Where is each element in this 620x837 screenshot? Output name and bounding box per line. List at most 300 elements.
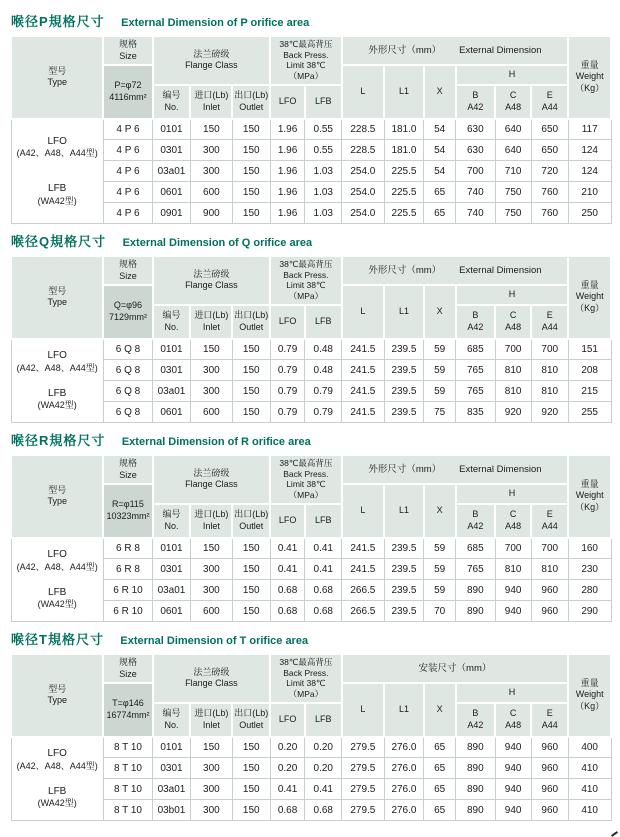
label-line: A42 bbox=[467, 520, 484, 531]
cell-x: 65 bbox=[424, 800, 456, 821]
header-weight bbox=[568, 654, 611, 737]
cell-lfb: 0.68 bbox=[305, 580, 342, 601]
label-line: （Kg） bbox=[575, 502, 605, 513]
cell-lfb: 0.79 bbox=[305, 402, 342, 423]
cell-lfb: 0.55 bbox=[305, 140, 342, 161]
label-line: External Dimension bbox=[459, 463, 542, 475]
header-row-1 bbox=[11, 455, 611, 484]
cell-h-e: 960 bbox=[531, 580, 568, 601]
cell-lfb: 0.20 bbox=[305, 758, 342, 779]
cell-x: 65 bbox=[424, 779, 456, 800]
cell-x: 75 bbox=[424, 402, 456, 423]
cell-h-e: 920 bbox=[531, 402, 568, 423]
header-row-1 bbox=[11, 256, 611, 285]
header-back-pressure bbox=[270, 36, 341, 85]
header-back-pressure bbox=[270, 256, 341, 305]
header-col-b bbox=[456, 504, 496, 538]
cell-l1: 276.0 bbox=[384, 758, 424, 779]
section-title-en: External Dimension of Q orifice area bbox=[122, 237, 313, 249]
cell-h-c: 940 bbox=[495, 580, 531, 601]
label-line: 编号 bbox=[162, 309, 181, 320]
cell-x: 54 bbox=[424, 119, 456, 140]
cell-weight: 290 bbox=[568, 601, 611, 622]
cell-l: 228.5 bbox=[342, 140, 385, 161]
label-line: A42 bbox=[467, 321, 484, 332]
cell-outlet: 150 bbox=[232, 758, 270, 779]
label-line: B bbox=[472, 309, 479, 320]
cell-outlet: 150 bbox=[232, 203, 270, 224]
cell-weight: 124 bbox=[568, 140, 611, 161]
label-line: T=φ146 bbox=[112, 698, 144, 709]
section-title bbox=[11, 430, 612, 450]
spec-table-r bbox=[10, 454, 612, 622]
cell-h-b: 765 bbox=[456, 360, 496, 381]
header-lfo bbox=[270, 504, 305, 538]
cell-l: 241.5 bbox=[342, 339, 385, 360]
label-line: Weight bbox=[575, 689, 604, 700]
cell-h-c: 940 bbox=[495, 800, 531, 821]
cell-outlet: 150 bbox=[232, 140, 270, 161]
label-line: LFO bbox=[47, 748, 67, 760]
header-dimension-group bbox=[342, 654, 569, 683]
spec-table-q bbox=[10, 255, 612, 423]
label-line: B bbox=[472, 707, 479, 718]
label-line: (WA42型) bbox=[37, 400, 77, 410]
cell-x: 54 bbox=[424, 161, 456, 182]
label-line: 16774mm² bbox=[106, 709, 150, 720]
cell-h-b: 890 bbox=[456, 779, 496, 800]
label-line: Outlet bbox=[239, 321, 264, 332]
label-line: 38℃最高背压 bbox=[279, 259, 333, 269]
cell-h-b: 835 bbox=[456, 402, 496, 423]
label-line: A48 bbox=[505, 101, 522, 112]
header-lfb bbox=[305, 703, 342, 737]
cell-l1: 239.5 bbox=[384, 381, 424, 402]
cell-h-b: 740 bbox=[456, 203, 496, 224]
label-line: Flange Class bbox=[185, 60, 238, 71]
cell-lfb: 0.41 bbox=[305, 779, 342, 800]
label-line: （MPa） bbox=[288, 290, 324, 301]
label-line: H bbox=[508, 69, 516, 80]
cell-size-code: 6 R 8 bbox=[103, 559, 152, 580]
cell-inlet: 300 bbox=[190, 140, 232, 161]
header-flange-class bbox=[153, 256, 271, 305]
label-line: 重量 bbox=[580, 279, 599, 290]
cell-outlet: 150 bbox=[232, 559, 270, 580]
label-line: 型号 bbox=[48, 285, 67, 296]
cell-lfb: 0.41 bbox=[305, 538, 342, 559]
label-line: X bbox=[436, 704, 443, 715]
type-cell-content bbox=[12, 120, 103, 224]
type-cell bbox=[11, 737, 103, 821]
header-weight bbox=[568, 36, 611, 119]
header-size bbox=[103, 256, 152, 285]
label-line: 规格 bbox=[118, 657, 137, 667]
type-cell bbox=[11, 339, 103, 423]
header-row-1 bbox=[11, 36, 611, 65]
header-lfb bbox=[305, 85, 342, 119]
cell-h-e: 650 bbox=[531, 140, 568, 161]
cell-l1: 225.5 bbox=[384, 182, 424, 203]
cell-lfo: 0.79 bbox=[270, 339, 305, 360]
header-l1 bbox=[384, 484, 424, 537]
label-line: 重量 bbox=[580, 478, 599, 489]
cell-l: 241.5 bbox=[342, 559, 385, 580]
header-col-c bbox=[495, 703, 531, 737]
section-orifice-r bbox=[10, 430, 612, 622]
cell-weight: 117 bbox=[568, 119, 611, 140]
cell-h-e: 960 bbox=[531, 800, 568, 821]
label-line: H bbox=[508, 687, 516, 698]
cell-lfb: 1.03 bbox=[305, 182, 342, 203]
table-mount-r bbox=[10, 454, 612, 622]
label-line: 编号 bbox=[162, 508, 181, 519]
label-line: 38℃最高背压 bbox=[279, 657, 333, 667]
cell-h-e: 960 bbox=[531, 779, 568, 800]
label-line: L1 bbox=[398, 306, 409, 317]
label-line: No. bbox=[164, 101, 179, 112]
cell-x: 59 bbox=[424, 580, 456, 601]
cell-l1: 225.5 bbox=[384, 161, 424, 182]
label-line: L1 bbox=[398, 86, 409, 97]
cell-l: 241.5 bbox=[342, 360, 385, 381]
cell-h-c: 940 bbox=[495, 779, 531, 800]
header-x bbox=[424, 683, 456, 736]
cell-no: 0101 bbox=[153, 737, 191, 758]
header-l bbox=[342, 484, 385, 537]
label-line: Weight bbox=[575, 490, 604, 501]
header-lfo bbox=[270, 85, 305, 119]
label-line: A48 bbox=[505, 719, 522, 730]
cell-size-code: 6 Q 8 bbox=[103, 381, 152, 402]
cell-no: 0601 bbox=[153, 402, 191, 423]
label-line: LFB bbox=[48, 785, 67, 797]
header-size-value bbox=[103, 285, 152, 338]
cell-inlet: 300 bbox=[190, 580, 232, 601]
label-line: 法兰磅级 bbox=[193, 268, 230, 279]
label-line: Size bbox=[119, 469, 137, 480]
header-l bbox=[342, 285, 385, 338]
cell-lfo: 0.68 bbox=[270, 580, 305, 601]
label-line: Limit 38℃ bbox=[286, 60, 326, 71]
cell-l1: 276.0 bbox=[384, 800, 424, 821]
header-no bbox=[153, 85, 191, 119]
label-line: LFB bbox=[315, 713, 332, 724]
cell-x: 59 bbox=[424, 559, 456, 580]
section-title-zh: 喉径R規格尺寸 bbox=[11, 433, 106, 448]
table-mount-q bbox=[10, 255, 612, 423]
label-line: (A42、A48、A44型) bbox=[16, 148, 98, 158]
label-line: 外形尺寸（mm） bbox=[368, 44, 442, 56]
cell-no: 03a01 bbox=[153, 161, 191, 182]
header-size bbox=[103, 36, 152, 65]
cell-inlet: 150 bbox=[190, 339, 232, 360]
header-h bbox=[456, 484, 569, 503]
cell-inlet: 300 bbox=[190, 360, 232, 381]
section-title bbox=[11, 231, 612, 251]
header-lfo bbox=[270, 703, 305, 737]
cell-size-code: 4 P 6 bbox=[103, 182, 152, 203]
cell-x: 65 bbox=[424, 203, 456, 224]
cell-inlet: 150 bbox=[190, 538, 232, 559]
cell-size-code: 6 Q 8 bbox=[103, 339, 152, 360]
cell-outlet: 150 bbox=[232, 800, 270, 821]
cell-lfo: 1.96 bbox=[270, 182, 305, 203]
section-title bbox=[11, 629, 612, 649]
cell-h-b: 765 bbox=[456, 559, 496, 580]
cell-outlet: 150 bbox=[232, 737, 270, 758]
cell-size-code: 8 T 10 bbox=[103, 800, 152, 821]
cell-lfb: 0.41 bbox=[305, 559, 342, 580]
table-row bbox=[11, 339, 611, 360]
spec-table-t bbox=[10, 653, 612, 821]
cell-no: 03a01 bbox=[153, 381, 191, 402]
header-col-e bbox=[531, 85, 568, 119]
cell-x: 65 bbox=[424, 758, 456, 779]
header-size bbox=[103, 654, 152, 683]
label-line: Weight bbox=[575, 71, 604, 82]
label-line: A42 bbox=[467, 101, 484, 112]
section-orifice-p bbox=[10, 11, 612, 224]
cell-x: 59 bbox=[424, 360, 456, 381]
cell-l: 254.0 bbox=[342, 203, 385, 224]
section-title-en: External Dimension of R orifice area bbox=[121, 436, 311, 448]
cell-no: 0301 bbox=[153, 559, 191, 580]
cell-x: 65 bbox=[424, 737, 456, 758]
header-no bbox=[153, 703, 191, 737]
cell-weight: 410 bbox=[568, 758, 611, 779]
cell-h-e: 960 bbox=[531, 601, 568, 622]
label-line: Inlet bbox=[202, 321, 220, 332]
label-line: (WA42型) bbox=[37, 599, 77, 609]
cell-inlet: 300 bbox=[190, 779, 232, 800]
label-line: Size bbox=[119, 50, 137, 61]
label-line: Type bbox=[47, 297, 67, 308]
label-line: Outlet bbox=[239, 719, 264, 730]
cell-lfb: 0.20 bbox=[305, 737, 342, 758]
label-line: C bbox=[509, 508, 517, 519]
cell-outlet: 150 bbox=[232, 119, 270, 140]
header-type bbox=[11, 36, 103, 119]
cell-h-b: 890 bbox=[456, 758, 496, 779]
cell-h-e: 960 bbox=[531, 758, 568, 779]
header-col-e bbox=[531, 703, 568, 737]
cell-l: 241.5 bbox=[342, 381, 385, 402]
label-line: (A42、A48、A44型) bbox=[16, 362, 98, 373]
label-line: E bbox=[546, 89, 553, 100]
cell-l1: 276.0 bbox=[384, 779, 424, 800]
cell-h-b: 765 bbox=[456, 381, 496, 402]
cell-outlet: 150 bbox=[232, 402, 270, 423]
header-col-c bbox=[495, 305, 531, 339]
label-line: LFO bbox=[278, 95, 297, 106]
cell-inlet: 300 bbox=[190, 161, 232, 182]
label-line: 重量 bbox=[580, 677, 599, 688]
label-line: 法兰磅级 bbox=[193, 48, 230, 59]
cell-no: 0101 bbox=[153, 339, 191, 360]
header-col-e bbox=[531, 305, 568, 339]
cell-x: 59 bbox=[424, 339, 456, 360]
label-line: LFO bbox=[47, 549, 67, 561]
cell-inlet: 300 bbox=[190, 381, 232, 402]
section-title-en: External Dimension of P orifice area bbox=[121, 17, 310, 29]
header-x bbox=[424, 285, 456, 338]
cell-weight: 230 bbox=[568, 559, 611, 580]
label-line: A44 bbox=[541, 321, 558, 332]
header-back-pressure bbox=[270, 455, 341, 504]
header-size-value bbox=[103, 683, 152, 736]
label-line: A44 bbox=[541, 719, 558, 730]
page-corner-mark bbox=[611, 831, 618, 837]
header-flange-class bbox=[153, 455, 271, 504]
cell-l: 228.5 bbox=[342, 119, 385, 140]
label-line: LFO bbox=[278, 315, 297, 326]
type-group bbox=[17, 350, 98, 374]
cell-lfo: 1.96 bbox=[270, 161, 305, 182]
cell-h-b: 685 bbox=[456, 339, 496, 360]
cell-h-c: 810 bbox=[495, 360, 531, 381]
cell-x: 54 bbox=[424, 140, 456, 161]
cell-outlet: 150 bbox=[232, 779, 270, 800]
cell-h-b: 685 bbox=[456, 538, 496, 559]
cell-l: 266.5 bbox=[342, 580, 385, 601]
label-line: 法兰磅级 bbox=[193, 666, 230, 677]
label-line: C bbox=[509, 309, 517, 320]
label-line: Flange Class bbox=[185, 280, 238, 291]
spec-table-p bbox=[10, 35, 612, 224]
label-line: (WA42型) bbox=[37, 798, 77, 808]
cell-lfo: 0.20 bbox=[270, 737, 305, 758]
cell-h-b: 630 bbox=[456, 119, 496, 140]
header-weight bbox=[568, 455, 611, 538]
table-mount-t bbox=[10, 653, 612, 821]
cell-x: 70 bbox=[424, 601, 456, 622]
cell-l1: 239.5 bbox=[384, 538, 424, 559]
label-line: 出口(Lb) bbox=[234, 89, 269, 100]
cell-weight: 250 bbox=[568, 203, 611, 224]
header-size bbox=[103, 455, 152, 484]
cell-lfb: 0.55 bbox=[305, 119, 342, 140]
cell-weight: 208 bbox=[568, 360, 611, 381]
header-size-value bbox=[103, 65, 152, 118]
label-line: LFO bbox=[278, 514, 297, 525]
cell-l: 279.5 bbox=[342, 758, 385, 779]
cell-weight: 160 bbox=[568, 538, 611, 559]
header-back-pressure bbox=[270, 654, 341, 703]
cell-h-c: 750 bbox=[495, 203, 531, 224]
cell-no: 0301 bbox=[153, 360, 191, 381]
label-line: A48 bbox=[505, 321, 522, 332]
label-line: LFB bbox=[48, 387, 67, 399]
cell-lfo: 0.41 bbox=[270, 779, 305, 800]
cell-l: 254.0 bbox=[342, 182, 385, 203]
header-dimension-group bbox=[342, 36, 569, 65]
label-line: Back Press. bbox=[283, 49, 329, 60]
cell-size-code: 8 T 10 bbox=[103, 758, 152, 779]
cell-lfo: 0.41 bbox=[270, 559, 305, 580]
header-flange-class bbox=[153, 36, 271, 85]
cell-lfo: 0.79 bbox=[270, 381, 305, 402]
label-line: No. bbox=[164, 520, 179, 531]
header-outlet bbox=[232, 85, 270, 119]
type-cell bbox=[11, 538, 103, 622]
header-weight bbox=[568, 256, 611, 339]
label-line: Back Press. bbox=[283, 468, 329, 479]
cell-h-c: 920 bbox=[495, 402, 531, 423]
cell-outlet: 150 bbox=[232, 339, 270, 360]
cell-lfb: 0.79 bbox=[305, 381, 342, 402]
header-l bbox=[342, 65, 385, 118]
label-line: L bbox=[360, 704, 366, 715]
cell-weight: 151 bbox=[568, 339, 611, 360]
cell-weight: 400 bbox=[568, 737, 611, 758]
label-line: R=φ115 bbox=[112, 499, 144, 510]
cell-weight: 124 bbox=[568, 161, 611, 182]
cell-size-code: 8 T 10 bbox=[103, 737, 152, 758]
cell-h-e: 960 bbox=[531, 737, 568, 758]
header-inlet bbox=[190, 85, 232, 119]
cell-h-c: 640 bbox=[495, 140, 531, 161]
label-line: X bbox=[436, 86, 443, 97]
cell-no: 03a01 bbox=[153, 580, 191, 601]
table-row bbox=[11, 119, 611, 140]
cell-lfb: 0.48 bbox=[305, 360, 342, 381]
label-line: （MPa） bbox=[288, 489, 324, 500]
label-line: 编号 bbox=[162, 89, 181, 100]
cell-l1: 181.0 bbox=[384, 119, 424, 140]
header-no bbox=[153, 305, 191, 339]
label-line: （Kg） bbox=[575, 701, 605, 712]
cell-inlet: 600 bbox=[190, 601, 232, 622]
header-col-c bbox=[495, 85, 531, 119]
cell-l1: 239.5 bbox=[384, 601, 424, 622]
cell-h-c: 940 bbox=[495, 601, 531, 622]
label-line: 10323mm² bbox=[106, 510, 150, 521]
cell-outlet: 150 bbox=[232, 182, 270, 203]
header-l bbox=[342, 683, 385, 736]
label-line: X bbox=[436, 505, 443, 516]
label-line: Outlet bbox=[239, 101, 264, 112]
cell-lfo: 1.96 bbox=[270, 140, 305, 161]
cell-h-c: 700 bbox=[495, 538, 531, 559]
cell-h-e: 810 bbox=[531, 381, 568, 402]
label-line: 编号 bbox=[162, 707, 181, 718]
cell-l1: 239.5 bbox=[384, 559, 424, 580]
label-line: LFO bbox=[47, 135, 67, 147]
label-line: Flange Class bbox=[185, 479, 238, 490]
label-line: 型号 bbox=[48, 65, 67, 76]
cell-l: 241.5 bbox=[342, 402, 385, 423]
header-col-b bbox=[456, 703, 496, 737]
label-line: E bbox=[546, 508, 553, 519]
cell-h-e: 810 bbox=[531, 559, 568, 580]
type-cell-content bbox=[12, 738, 103, 821]
cell-size-code: 4 P 6 bbox=[103, 140, 152, 161]
cell-lfo: 0.79 bbox=[270, 402, 305, 423]
section-title-zh: 喉径P規格尺寸 bbox=[11, 14, 105, 29]
header-l1 bbox=[384, 285, 424, 338]
label-line: Back Press. bbox=[283, 269, 329, 280]
label-line: Type bbox=[47, 77, 67, 88]
type-cell-content bbox=[12, 340, 103, 423]
cell-h-b: 890 bbox=[456, 580, 496, 601]
label-line: （MPa） bbox=[288, 70, 324, 81]
header-col-c bbox=[495, 504, 531, 538]
label-line: 出口(Lb) bbox=[234, 309, 269, 320]
label-line: Limit 38℃ bbox=[286, 479, 326, 490]
cell-weight: 410 bbox=[568, 800, 611, 821]
label-line: 进口(Lb) bbox=[194, 89, 229, 100]
